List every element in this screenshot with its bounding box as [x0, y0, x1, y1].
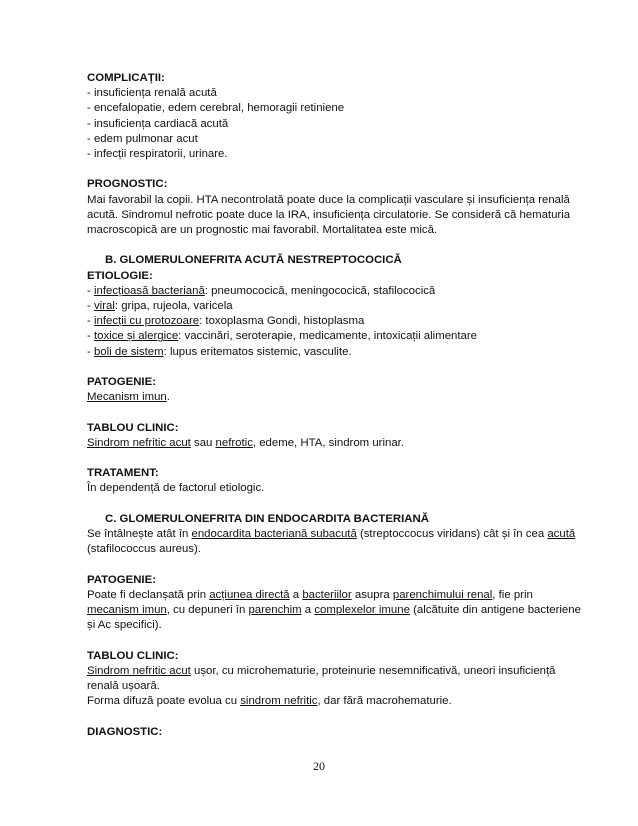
- heading-prognostic: PROGNOSTIC:: [87, 178, 168, 191]
- heading-tablou-clinic: TABLOU CLINIC:: [87, 421, 179, 434]
- document-page: [87, 71, 597, 740]
- list-item: - toxice și alergice: vaccinări, seroterapie, medicamente, intoxicații alimentare: [87, 330, 477, 343]
- paragraph-line: renală ușoară.: [87, 680, 160, 692]
- heading-etiologie: ETIOLOGIE:: [87, 269, 153, 282]
- paragraph-line: Sindrom nefritic acut ușor, cu microhematurie, proteinurie nesemnificativă, uneori insuficiență: [87, 664, 556, 677]
- paragraph-line: Poate fi declanșată prin acțiunea directă a bacteriilor asupra parenchimului renal, fie prin: [87, 588, 533, 601]
- heading-tablou-clinic: TABLOU CLINIC:: [87, 649, 179, 662]
- list-item: - boli de sistem: lupus eritematos sistemic, vasculite.: [87, 345, 352, 358]
- paragraph-line: acută. Sindromul nefrotic poate duce la IRA, insuficiența circulatorie. Se consideră că hematuria: [87, 208, 571, 221]
- list-item: - infecții respiratorii, urinare.: [87, 148, 228, 161]
- list-item: - insuficiența renală acută: [87, 87, 217, 100]
- list-item: - insuficiența cardiacă acută: [87, 117, 229, 130]
- paragraph-line: Se întâlnește atât în endocardita bacteriană subacută (streptoccocus viridans) cât și în cea acută: [87, 528, 576, 540]
- section-b-title: B. GLOMERULONEFRITA ACUTĂ NESTREPTOCOCICĂ: [105, 254, 402, 267]
- paragraph-line: și Ac specifici).: [87, 619, 162, 632]
- paragraph-line: Mai favorabil la copii. HTA necontrolată poate duce la complicații vasculare și insuficiența renală: [87, 193, 570, 206]
- list-item: - viral: gripa, rujeola, varicela: [87, 300, 233, 313]
- heading-diagnostic: DIAGNOSTIC:: [87, 725, 163, 738]
- heading-patogenie: PATOGENIE:: [87, 376, 156, 389]
- paragraph-line: (stafilococcus aureus).: [87, 543, 201, 556]
- paragraph-line: Sindrom nefritic acut sau nefrotic, edeme, HTA, sindrom urinar.: [87, 436, 404, 449]
- list-item: - infecțioasă bacteriană: pneumococică, meningococică, stafilococică: [87, 284, 436, 297]
- list-item: - infecții cu protozoare: toxoplasma Gondi, histoplasma: [87, 315, 365, 328]
- paragraph-line: În dependență de factorul etiologic.: [87, 482, 265, 495]
- paragraph-line: Mecanism imun.: [87, 391, 170, 404]
- paragraph-line: Forma difuză poate evolua cu sindrom nefritic, dar fără macrohematurie.: [87, 695, 452, 708]
- heading-tratament: TRATAMENT:: [87, 467, 159, 480]
- paragraph-line: macroscopică are un prognostic mai favorabil. Mortalitatea este mică.: [87, 224, 438, 237]
- heading-patogenie: PATOGENIE:: [87, 573, 156, 586]
- page-number: 20: [313, 759, 325, 773]
- section-c-title: C. GLOMERULONEFRITA DIN ENDOCARDITA BACTERIANĂ: [105, 512, 429, 525]
- paragraph-line: mecanism imun, cu depuneri în parenchim a complexelor imune (alcătuite din antigene bacteriene: [87, 604, 581, 616]
- list-item: - edem pulmonar acut: [87, 132, 198, 145]
- list-item: - encefalopatie, edem cerebral, hemoragii retiniene: [87, 102, 345, 115]
- heading-complicatii: COMPLICAȚII:: [87, 72, 165, 84]
